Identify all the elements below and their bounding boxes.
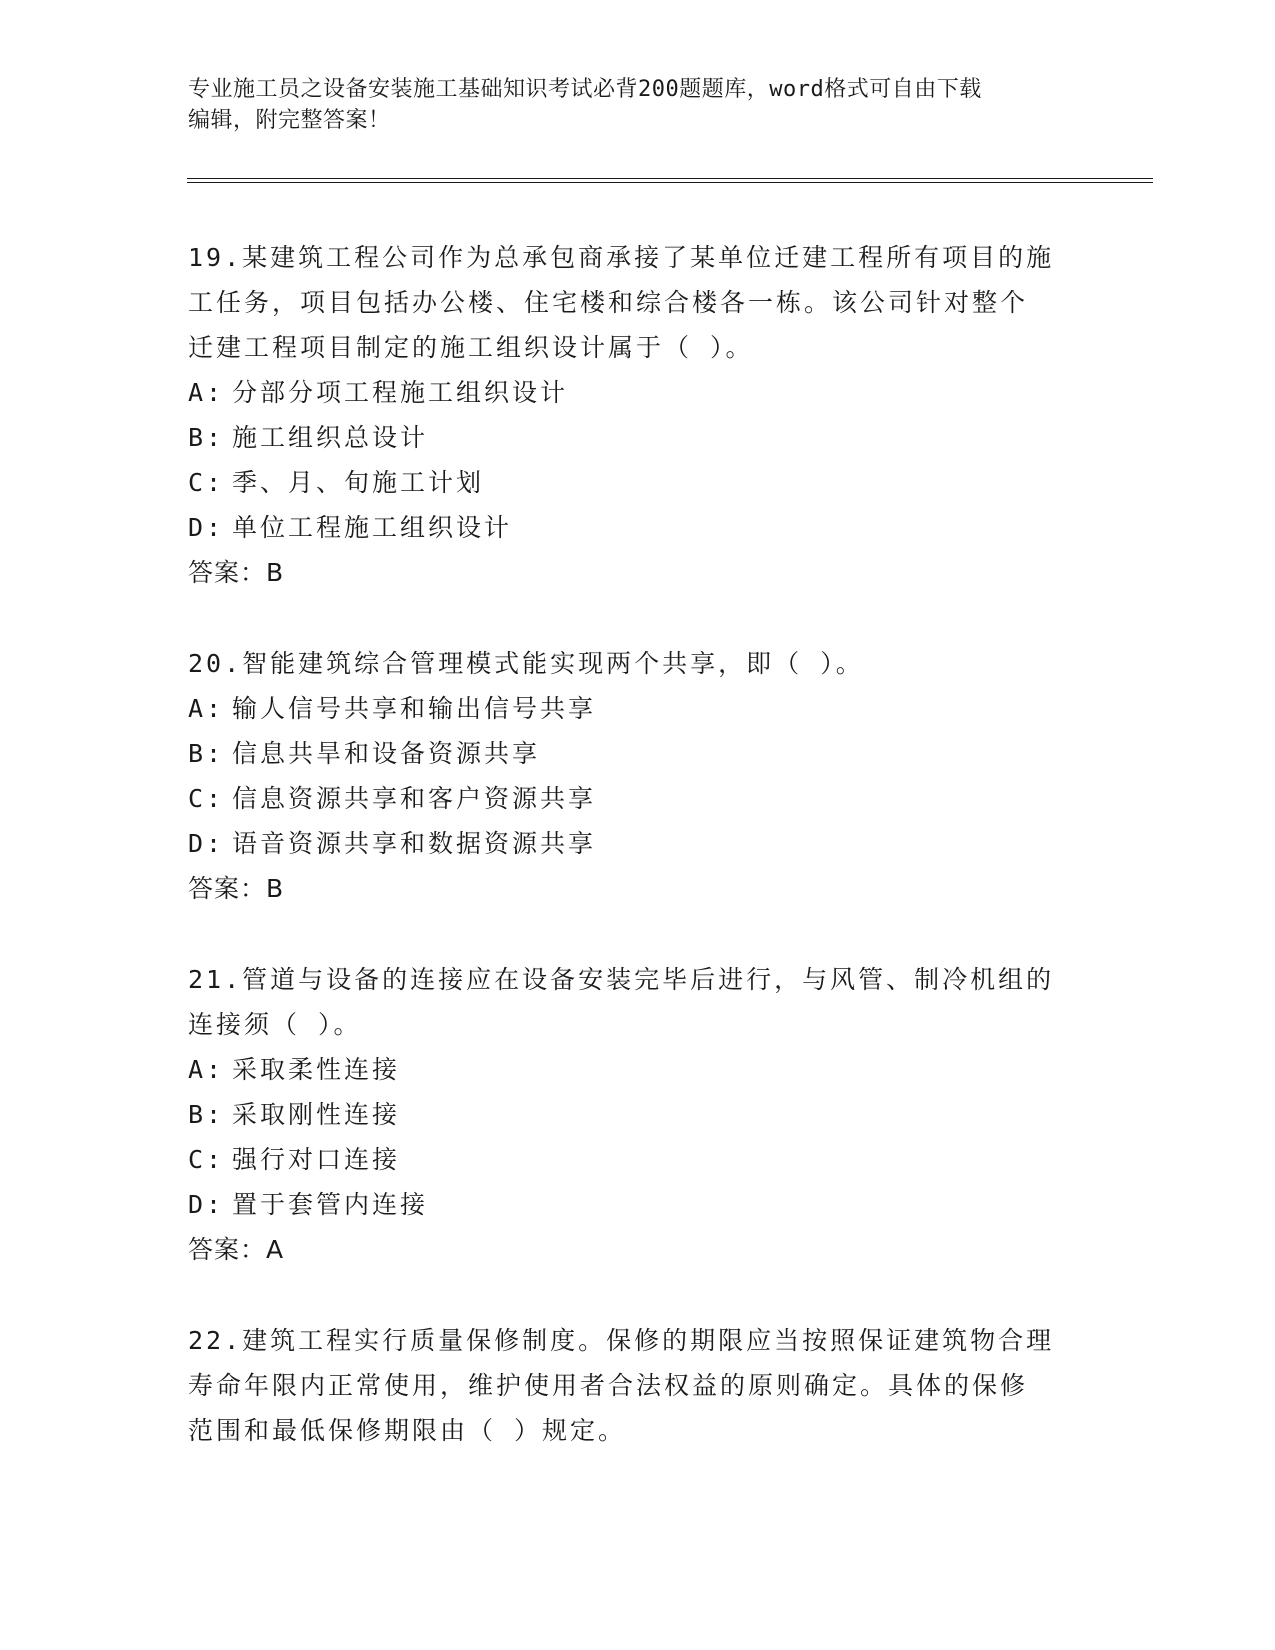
option-letter: D: [188,1190,225,1219]
option-d [188,505,1088,550]
header-divider-top [187,178,1153,179]
answer-line: 答案：B [188,558,285,587]
option-d [188,821,1088,866]
option-letter: A: [188,378,225,407]
header-line-2: 编辑，附完整答案！ [188,108,391,133]
question-19 [188,235,1088,595]
question-list [188,235,1088,1499]
option-letter: C: [188,468,225,497]
question-21 [188,957,1088,1272]
question-stem-line: 寿命年限内正常使用，维护使用者合法权益的原则确定。具体的保修 [188,1371,1029,1400]
option-letter: D: [188,829,225,858]
option-letter: C: [188,784,225,813]
option-text: 季、月、旬施工计划 [232,468,485,497]
header-divider-bottom [187,182,1153,183]
option-text: 语音资源共享和数据资源共享 [232,829,597,858]
option-text: 置于套管内连接 [232,1190,429,1219]
option-text: 输人信号共享和输出信号共享 [232,694,597,723]
header-line-1: 专业施工员之设备安装施工基础知识考试必背200题题库，word格式可自由下载 [188,77,982,102]
option-a [188,1047,1088,1092]
option-a [188,686,1088,731]
option-d [188,1182,1088,1227]
question-stem-line: 范围和最低保修期限由（ ）规定。 [188,1416,627,1445]
question-stem-line: 连接须（ ）。 [188,1010,362,1039]
option-b [188,731,1088,776]
question-stem-line: 迁建工程项目制定的施工组织设计属于（ ）。 [188,333,754,362]
question-22 [188,1318,1088,1453]
option-text: 采取刚性连接 [232,1100,401,1129]
option-text: 施工组织总设计 [232,423,429,452]
option-text: 强行对口连接 [232,1145,401,1174]
option-c [188,776,1088,821]
option-c [188,1137,1088,1182]
option-text: 信息资源共享和客户资源共享 [232,784,597,813]
answer-line: 答案：A [188,1235,285,1264]
option-text: 采取柔性连接 [232,1055,401,1084]
option-letter: B: [188,423,225,452]
option-letter: D: [188,513,225,542]
answer-line: 答案：B [188,874,285,903]
option-letter: B: [188,1100,225,1129]
option-text: 信息共旱和设备资源共享 [232,739,541,768]
question-stem-line: 19.某建筑工程公司作为总承包商承接了某单位迁建工程所有项目的施 [188,243,1055,272]
option-letter: C: [188,1145,225,1174]
question-stem-line: 工任务，项目包括办公楼、住宅楼和综合楼各一栋。该公司针对整个 [188,288,1029,317]
question-stem-line: 21.管道与设备的连接应在设备安装完毕后进行，与风管、制冷机组的 [188,965,1055,994]
option-letter: A: [188,1055,225,1084]
question-stem-line: 22.建筑工程实行质量保修制度。保修的期限应当按照保证建筑物合理 [188,1326,1055,1355]
option-letter: B: [188,739,225,768]
option-text: 分部分项工程施工组织设计 [232,378,569,407]
question-20 [188,641,1088,911]
page-header [188,74,1088,136]
option-text: 单位工程施工组织设计 [232,513,513,542]
question-stem-line: 20.智能建筑综合管理模式能实现两个共享，即（ ）。 [188,649,864,678]
option-b [188,415,1088,460]
option-b [188,1092,1088,1137]
option-c [188,460,1088,505]
option-letter: A: [188,694,225,723]
option-a [188,370,1088,415]
